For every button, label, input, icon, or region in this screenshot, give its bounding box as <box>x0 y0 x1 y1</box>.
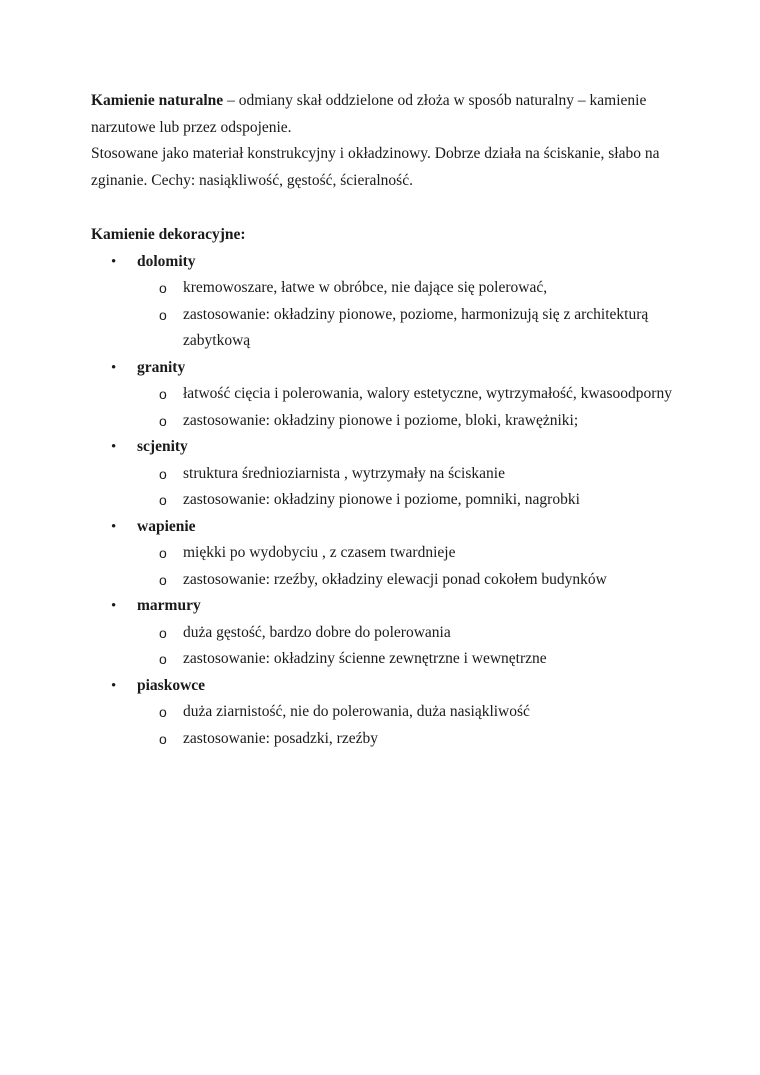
circle-bullet-icon: o <box>159 492 167 508</box>
stone-name: scjenity <box>137 438 188 455</box>
bullet-icon: • <box>111 598 117 614</box>
spacer <box>91 194 691 222</box>
circle-bullet-icon: o <box>159 571 167 588</box>
feature-text: łatwość cięcia i polerowania, walory estetyczne, wytrzymałość, kwasoodporny <box>183 385 672 402</box>
stone-name: piaskowce <box>137 676 206 694</box>
feature-item <box>137 461 691 488</box>
feature-text: struktura średnioziarnista , wytrzymały na ściskanie <box>183 464 505 482</box>
circle-bullet-icon: o <box>159 386 167 402</box>
feature-text: zastosowanie: posadzki, rzeźby <box>183 729 378 747</box>
intro-definition: – odmiany skał oddzielone od złoża w sposób naturalny – kamienie narzutowe lub przez odspojenie. <box>91 92 647 136</box>
feature-item <box>137 275 691 302</box>
feature-list <box>137 461 691 514</box>
feature-text: duża gęstość, bardzo dobre do polerowania <box>183 623 451 641</box>
feature-list <box>137 381 691 434</box>
stone-item-wapienie <box>91 514 691 594</box>
feature-text: miękki po wydobyciu , z czasem twardnieje <box>183 544 456 561</box>
section-heading: Kamienie dekoracyjne: <box>91 226 246 243</box>
feature-list <box>137 699 691 752</box>
document-page <box>91 88 691 752</box>
feature-item <box>137 540 691 567</box>
stone-name: granity <box>137 358 186 376</box>
feature-text: zastosowanie: rzeźby, okładziny elewacji ponad cokołem budynków <box>183 570 607 588</box>
feature-text: kremowoszare, łatwe w obróbce, nie dające się polerować, <box>183 279 548 296</box>
stone-name: dolomity <box>137 252 196 270</box>
feature-item <box>137 302 691 355</box>
feature-list <box>137 275 691 355</box>
stone-name: marmury <box>137 597 201 614</box>
feature-item <box>137 620 691 647</box>
circle-bullet-icon: o <box>159 280 167 296</box>
feature-item <box>137 408 691 435</box>
feature-item <box>137 646 691 673</box>
bullet-icon: • <box>111 518 117 535</box>
stone-item-dolomity <box>91 249 691 355</box>
feature-item <box>137 381 691 408</box>
stone-item-piaskowce <box>91 673 691 753</box>
bullet-icon: • <box>111 253 117 270</box>
circle-bullet-icon: o <box>159 704 167 720</box>
bullet-icon: • <box>111 677 117 694</box>
circle-bullet-icon: o <box>159 545 167 561</box>
intro-paragraph <box>91 88 691 141</box>
stone-item-scjenity <box>91 434 691 514</box>
circle-bullet-icon: o <box>159 412 167 429</box>
feature-text: duża ziarnistość, nie do polerowania, duża nasiąkliwość <box>183 703 530 720</box>
intro-term: Kamienie naturalne <box>91 92 224 109</box>
stone-name: wapienie <box>137 517 196 535</box>
feature-text: zastosowanie: okładziny pionowe i poziome, bloki, krawężniki; <box>183 411 579 429</box>
circle-bullet-icon: o <box>159 651 167 667</box>
feature-item <box>137 726 691 753</box>
feature-list <box>137 540 691 593</box>
feature-text: zastosowanie: okładziny ścienne zewnętrzne i wewnętrzne <box>183 650 547 667</box>
usage-paragraph: Stosowane jako materiał konstrukcyjny i okładzinowy. Dobrze działa na ściskanie, słabo na zginanie. Cechy: nasiąkliwość, gęstość, ścieralność. <box>91 145 660 189</box>
feature-list <box>137 620 691 673</box>
circle-bullet-icon: o <box>159 306 167 323</box>
feature-item <box>137 487 691 514</box>
feature-text: zastosowanie: okładziny pionowe, poziome, harmonizują się z architekturą zabytkową <box>183 305 649 349</box>
stone-item-marmury <box>91 593 691 673</box>
circle-bullet-icon: o <box>159 465 167 482</box>
feature-item <box>137 567 691 594</box>
bullet-icon: • <box>111 439 117 455</box>
stone-list <box>91 249 691 753</box>
circle-bullet-icon: o <box>159 730 167 747</box>
bullet-icon: • <box>111 359 117 376</box>
stone-item-granity <box>91 355 691 435</box>
feature-item <box>137 699 691 726</box>
feature-text: zastosowanie: okładziny pionowe i poziome, pomniki, nagrobki <box>183 491 580 508</box>
circle-bullet-icon: o <box>159 624 167 641</box>
